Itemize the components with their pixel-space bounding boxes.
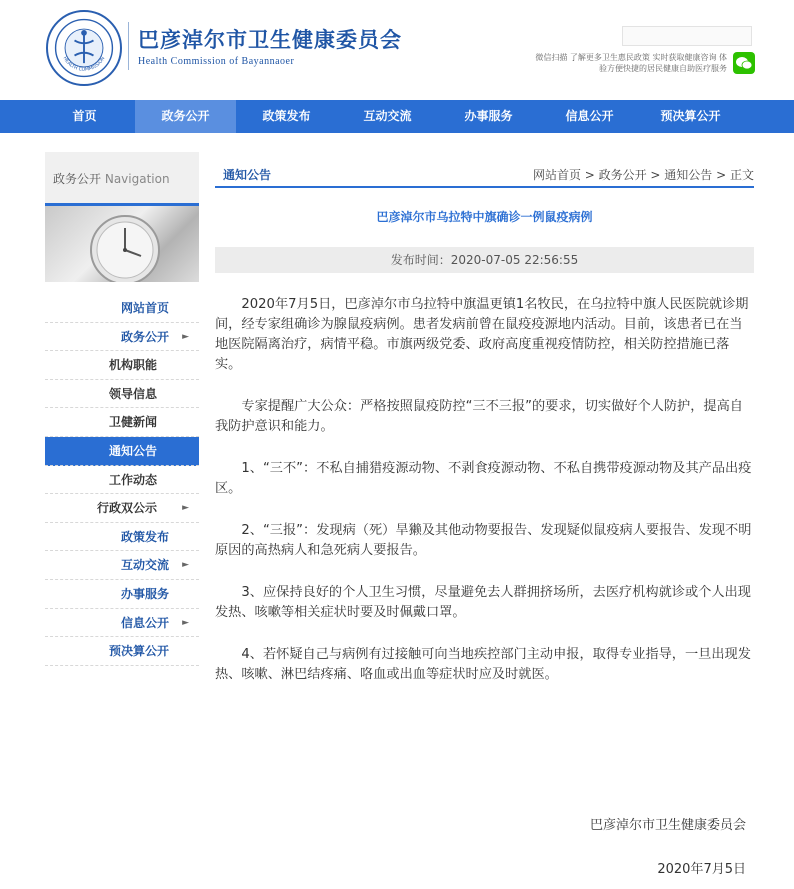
sidebar-item-label: 办事服务 (120, 586, 169, 601)
nav-government-affairs[interactable]: 政务公开 (135, 100, 236, 133)
sidebar-item[interactable] (45, 637, 199, 666)
article-paragraph: 2020年7月5日，巴彦淖尔市乌拉特中旗温更镇1名牧民，在乌拉特中旗人民医院就诊期间，经专家组确诊为腺鼠疫病例。患者发病前曾在鼠疫疫源地内活动。目前，该患者已在当地医院隔离治疗，病情平稳。市旗两级党委、政府高度重视疫情防控，相关防控措施已落实。 (215, 297, 749, 372)
logo-caption: HEALTH COMMISSION (61, 56, 107, 73)
nav-budget[interactable]: 预决算公开 (660, 109, 721, 123)
site-title: 巴彦淖尔市卫生健康委员会 (138, 28, 402, 52)
section-title: 通知公告 (223, 168, 272, 182)
nav-policy-release[interactable]: 政策发布 (262, 109, 311, 123)
breadcrumb-bar (215, 152, 754, 188)
chevron-right-icon: ► (182, 617, 189, 628)
sidebar-item[interactable] (45, 294, 199, 323)
article-paragraph: 2、“三报”：发现病（死）旱獭及其他动物要报告、发现疑似鼠疫病人要报告、发现不明原因的高热病人和急死病人要报告。 (215, 523, 752, 558)
header-divider (128, 22, 129, 70)
search-input[interactable] (622, 26, 752, 46)
article-paragraph: 3、应保持良好的个人卫生习惯，尽量避免去人群拥挤场所，去医疗机构就诊或个人出现发热、咳嗽等相关症状时要及时佩戴口罩。 (215, 585, 751, 620)
sidebar-item[interactable] (45, 551, 199, 580)
nav-home[interactable]: 首页 (72, 109, 97, 123)
sidebar-item-label: 卫健新闻 (108, 415, 157, 430)
main-nav (0, 100, 794, 133)
nav-interaction[interactable]: 互动交流 (363, 109, 412, 123)
sidebar-item-label: 网站首页 (120, 301, 169, 315)
sidebar-item-label: 领导信息 (108, 386, 157, 401)
sidebar-item[interactable] (45, 437, 199, 466)
sidebar-item-label: 政务公开 (120, 329, 169, 344)
sidebar-item-label: 政策发布 (120, 529, 169, 544)
breadcrumb[interactable]: 网站首页 > 政务公开 > 通知公告 > 正文 (532, 168, 754, 182)
sidebar-item[interactable] (45, 323, 199, 352)
site-logo[interactable] (46, 10, 122, 86)
article-date: 2020年7月5日 (657, 862, 746, 877)
sidebar-heading (45, 152, 199, 206)
chevron-right-icon: ► (182, 560, 189, 571)
sidebar-item[interactable] (45, 380, 199, 409)
article-title: 巴彦淖尔市乌拉特中旗确诊一例鼠疫病例 (376, 210, 593, 224)
article-signature: 巴彦淖尔市卫生健康委员会 (589, 818, 746, 833)
logo-emblem-icon (48, 12, 120, 84)
sidebar-item-label: 机构职能 (108, 358, 157, 373)
article-paragraph: 专家提醒广大公众：严格按照鼠疫防控“三不三报”的要求，切实做好个人防护，提高自我防护意识和能力。 (215, 399, 743, 434)
sidebar-menu (45, 294, 199, 666)
sidebar-item-label: 互动交流 (120, 558, 169, 573)
article-paragraph: 4、若怀疑自己与病例有过接触可向当地疾控部门主动申报，取得专业指导，一旦出现发热、咳嗽、淋巴结疼痛、咯血或出血等症状时应及时就医。 (215, 647, 751, 682)
chevron-right-icon: ► (182, 331, 189, 342)
sidebar-item-label: 工作动态 (108, 472, 157, 487)
sidebar-item[interactable] (45, 351, 199, 380)
wechat-promo-text: 微信扫描 了解更多卫生惠民政策 实时获取健康咨询 体验方便快捷的居民健康自助医疗服务 (535, 53, 727, 73)
sidebar-item-label: 预决算公开 (108, 644, 169, 659)
sidebar-item-label: 通知公告 (108, 443, 157, 458)
wechat-icon[interactable] (733, 52, 755, 74)
nav-services[interactable]: 办事服务 (464, 109, 513, 123)
sidebar-item[interactable] (45, 494, 199, 523)
article-paragraph: 1、“三不”：不私自捕猎疫源动物、不剥食疫源动物、不私自携带疫源动物及其产品出疫区。 (215, 461, 752, 496)
article-body (215, 295, 754, 685)
sidebar-banner-image (45, 206, 199, 282)
site-header (0, 0, 794, 100)
sidebar-item-label: 行政双公示 (96, 501, 157, 516)
sidebar-heading-en: Navigation (104, 172, 170, 186)
main-content (215, 152, 754, 877)
sidebar-item[interactable] (45, 609, 199, 638)
sidebar-item[interactable] (45, 408, 199, 437)
sidebar-heading-label: 政务公开 (53, 172, 102, 186)
sidebar-item-label: 信息公开 (120, 615, 169, 630)
clock-image-icon (45, 206, 199, 282)
publish-time: 发布时间：2020-07-05 22:56:55 (215, 247, 754, 273)
sidebar-item[interactable] (45, 523, 199, 552)
chevron-right-icon: ► (182, 503, 189, 514)
site-subtitle: Health Commission of Bayannaoer (138, 56, 295, 67)
nav-info-disclosure[interactable]: 信息公开 (565, 109, 614, 123)
sidebar-item[interactable] (45, 580, 199, 609)
sidebar (45, 152, 199, 666)
sidebar-item[interactable] (45, 466, 199, 495)
